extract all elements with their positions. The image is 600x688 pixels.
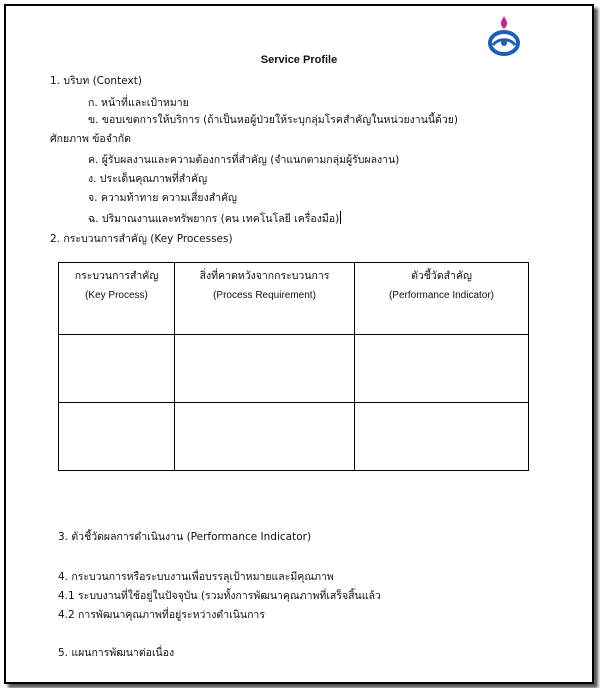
header-thai: กระบวนการสำคัญ <box>74 270 159 282</box>
section-1b: ข. ขอบเขตการให้บริการ (ถ้าเป็นหอผู้ป่วยให้ระบุกลุ่มโรคสำคัญในหน่วยงานนี้ด้วย) <box>88 114 459 126</box>
table-cell <box>355 335 529 403</box>
section-1e: จ. ความท้าทาย ความเสี่ยงสำคัญ <box>88 192 237 204</box>
text-cursor <box>340 211 341 224</box>
header-english: (Process Requirement) <box>213 290 316 301</box>
table-header-cell <box>355 263 529 335</box>
section-2-key-processes: 2. กระบวนการสำคัญ (Key Processes) <box>50 233 233 245</box>
section-1c-heading: ศักยภาพ ข้อจำกัด <box>50 133 131 145</box>
section-4-process: 4. กระบวนการหรือระบบงานเพื่อบรรลุเป้าหมายและมีคุณภาพ <box>58 571 334 583</box>
table-header-row <box>59 263 529 335</box>
document-title: Service Profile <box>260 54 338 66</box>
section-1-context: 1. บริบท (Context) <box>50 75 142 87</box>
key-process-table <box>58 262 529 471</box>
table-cell <box>355 403 529 471</box>
table-row <box>59 335 529 403</box>
table-header-cell <box>59 263 175 335</box>
table-cell <box>175 403 355 471</box>
header-thai: ตัวชี้วัดสำคัญ <box>411 270 472 282</box>
table-cell <box>59 403 175 471</box>
section-4-1: 4.1 ระบบงานที่ใช้อยู่ในปัจจุบัน (รวมทั้งการพัฒนาคุณภาพที่เสร็จสิ้นแล้ว <box>58 590 381 602</box>
section-1c: ค. ผู้รับผลงานและความต้องการที่สำคัญ (จำแนกตามกลุ่มผู้รับผลงาน) <box>88 154 400 166</box>
section-4-2: 4.2 การพัฒนาคุณภาพที่อยู่ระหว่างดำเนินการ <box>58 609 265 621</box>
section-5-plan: 5. แผนการพัฒนาต่อเนื่อง <box>58 647 175 659</box>
section-1a: ก. หน้าที่และเป้าหมาย <box>88 97 189 109</box>
table-header-cell <box>175 263 355 335</box>
section-1f-text: ฉ. ปริมาณงานและทรัพยากร (คน เทคโนโลยี เครื่องมือ) <box>88 213 340 225</box>
hospital-logo-icon <box>484 14 524 58</box>
header-english: (Performance Indicator) <box>388 290 495 301</box>
section-1f <box>88 211 341 226</box>
header-english: (Key Process) <box>85 290 148 301</box>
header-thai: สิ่งที่คาดหวังจากกระบวนการ <box>199 270 330 282</box>
table-cell <box>59 335 175 403</box>
section-3-performance: 3. ตัวชี้วัดผลการดำเนินงาน (Performance Indicator) <box>58 531 312 543</box>
section-1d: ง. ประเด็นคุณภาพที่สำคัญ <box>88 173 208 185</box>
table-row <box>59 403 529 471</box>
table-cell <box>175 335 355 403</box>
document-page <box>4 4 594 684</box>
